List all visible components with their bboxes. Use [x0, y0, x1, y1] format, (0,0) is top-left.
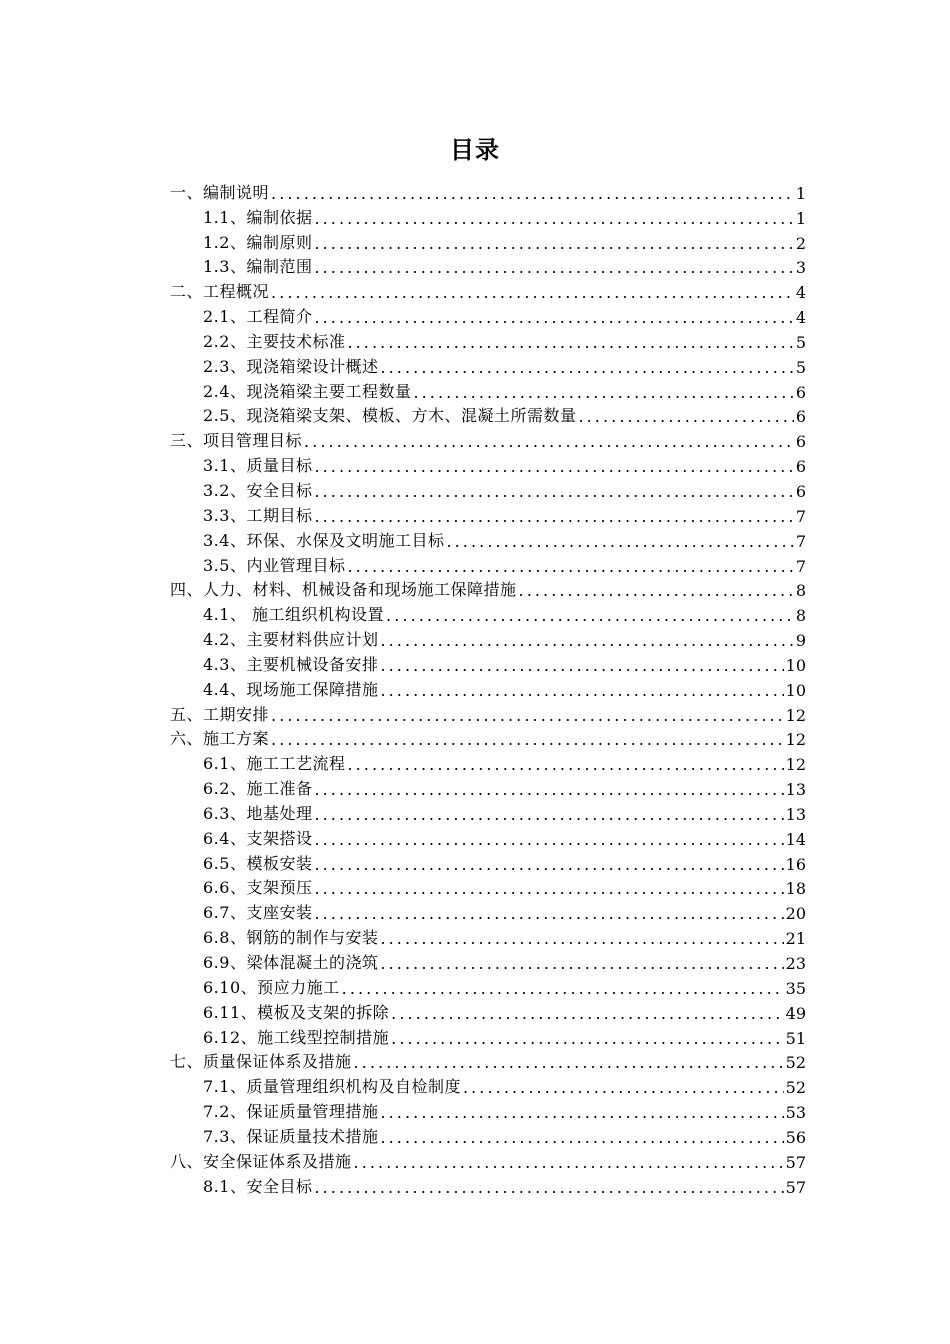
toc-entry-page-number: 9	[795, 631, 806, 651]
toc-dot-leader	[314, 905, 783, 923]
toc-dot-leader	[380, 682, 783, 700]
toc-entry[interactable]	[170, 600, 806, 625]
toc-entry-label: 2.3、现浇箱梁设计概述	[203, 356, 379, 376]
toc-entry-page-number: 12	[785, 755, 806, 775]
toc-entry-label: 七、质量保证体系及措施	[170, 1052, 352, 1072]
toc-entry-label: 4.1、 施工组织机构设置	[203, 605, 385, 625]
toc-entry[interactable]	[170, 898, 806, 923]
toc-dot-leader	[380, 930, 783, 948]
toc-entry-page-number: 57	[785, 1177, 806, 1197]
toc-entry-page-number: 10	[785, 655, 806, 675]
toc-entry[interactable]	[170, 625, 806, 650]
toc-entry-page-number: 8	[795, 581, 806, 601]
toc-entry-page-number: 6	[795, 382, 806, 402]
toc-entry-label: 四、人力、材料、机械设备和现场施工保障措施	[170, 580, 517, 600]
toc-dot-leader	[391, 1005, 784, 1023]
toc-entry-label: 7.3、保证质量技术措施	[203, 1126, 379, 1146]
toc-dot-leader	[342, 980, 784, 998]
toc-entry[interactable]	[170, 501, 806, 526]
toc-dot-leader	[347, 558, 793, 576]
toc-entry-label: 6.8、钢筋的制作与安装	[203, 928, 379, 948]
toc-dot-leader	[347, 756, 783, 774]
toc-entry-page-number: 53	[785, 1103, 806, 1123]
toc-entry-label: 6.4、支架搭设	[203, 828, 313, 848]
toc-entry-label: 4.4、现场施工保障措施	[203, 679, 379, 699]
toc-entry-page-number: 13	[785, 780, 806, 800]
toc-dot-leader	[314, 483, 793, 501]
toc-entry-label: 7.1、质量管理组织机构及自检制度	[203, 1077, 461, 1097]
toc-entry-label: 三、项目管理目标	[170, 431, 303, 451]
toc-entry-page-number: 6	[795, 481, 806, 501]
toc-entry[interactable]	[170, 426, 806, 451]
toc-dot-leader	[271, 707, 784, 725]
toc-entry[interactable]	[170, 476, 806, 501]
toc-entry-label: 4.2、主要材料供应计划	[203, 630, 379, 650]
toc-entry-label: 6.2、施工准备	[203, 779, 313, 799]
toc-entry-label: 6.11、模板及支架的拆除	[203, 1002, 390, 1022]
toc-entry-page-number: 4	[795, 283, 806, 303]
toc-entry-label: 1.3、编制范围	[203, 257, 313, 277]
toc-entry-label: 1.2、编制原则	[203, 232, 313, 252]
toc-entry[interactable]	[170, 1122, 806, 1147]
toc-entry-page-number: 7	[795, 531, 806, 551]
toc-entry-page-number: 57	[785, 1152, 806, 1172]
toc-entry-page-number: 7	[795, 556, 806, 576]
toc-dot-leader	[413, 384, 793, 402]
toc-entry-page-number: 1	[795, 183, 806, 203]
toc-entry-label: 一、编制说明	[170, 182, 270, 202]
toc-entry[interactable]	[170, 402, 806, 427]
toc-entry-page-number: 6	[795, 407, 806, 427]
toc-dot-leader	[354, 1054, 784, 1072]
toc-dot-leader	[314, 781, 783, 799]
toc-entry[interactable]	[170, 799, 806, 824]
toc-entry[interactable]	[170, 1172, 806, 1197]
toc-entry-page-number: 14	[785, 829, 806, 849]
toc-entry-label: 六、施工方案	[170, 729, 270, 749]
toc-entry-page-number: 23	[785, 954, 806, 973]
toc-entry[interactable]	[170, 178, 806, 203]
toc-dot-leader	[578, 408, 793, 426]
toc-entry[interactable]	[170, 1048, 806, 1073]
toc-entry-page-number: 10	[785, 680, 806, 700]
toc-dot-leader	[304, 433, 794, 451]
toc-entry-label: 6.9、梁体混凝土的浇筑	[203, 953, 379, 972]
toc-entry-label: 3.3、工期目标	[203, 505, 313, 525]
toc-entry-page-number: 5	[795, 332, 806, 352]
toc-entry[interactable]	[170, 551, 806, 576]
toc-dot-leader	[446, 533, 793, 551]
toc-entry-page-number: 3	[795, 258, 806, 278]
toc-entry-page-number: 12	[785, 730, 806, 750]
toc-entry[interactable]	[170, 774, 806, 799]
toc-entry-page-number: 6	[795, 432, 806, 452]
toc-entry[interactable]	[170, 998, 806, 1023]
toc-entry[interactable]	[170, 923, 806, 948]
toc-dot-leader	[354, 1154, 784, 1172]
toc-entry-page-number: 20	[785, 904, 806, 924]
toc-dot-leader	[314, 458, 793, 476]
toc-dot-leader	[314, 880, 783, 898]
toc-entry[interactable]	[170, 327, 806, 352]
toc-entry-label: 6.5、模板安装	[203, 853, 313, 873]
toc-entry[interactable]	[170, 1023, 806, 1048]
toc-entry-label: 2.1、工程简介	[203, 307, 313, 327]
toc-entry-page-number: 49	[785, 1003, 806, 1023]
toc-entry[interactable]	[170, 650, 806, 675]
toc-dot-leader	[519, 582, 794, 600]
toc-entry-page-number: 7	[795, 506, 806, 526]
toc-entry-page-number: 8	[795, 606, 806, 626]
toc-entry-label: 6.3、地基处理	[203, 803, 313, 823]
toc-entry-page-number: 16	[785, 854, 806, 874]
toc-dot-leader	[314, 235, 793, 253]
toc-entry[interactable]	[170, 302, 806, 327]
toc-entry[interactable]	[170, 824, 806, 849]
toc-entry[interactable]	[170, 1072, 806, 1097]
page-title: 目录	[450, 136, 500, 164]
toc-entry-label: 3.5、内业管理目标	[203, 555, 346, 575]
toc-entry[interactable]	[170, 700, 806, 725]
toc-entry-label: 八、安全保证体系及措施	[170, 1151, 352, 1171]
toc-entry[interactable]	[170, 973, 806, 998]
toc-entry[interactable]	[170, 874, 806, 899]
toc-dot-leader	[314, 309, 793, 327]
toc-entry[interactable]	[170, 526, 806, 551]
toc-dot-leader	[314, 856, 783, 874]
toc-entry[interactable]	[170, 675, 806, 700]
toc-dot-leader	[314, 831, 783, 849]
toc-entry-label: 2.2、主要技术标准	[203, 331, 346, 351]
toc-entry-label: 五、工期安排	[170, 704, 270, 724]
toc-dot-leader	[314, 806, 783, 824]
toc-entry[interactable]	[170, 1097, 806, 1122]
toc-dot-leader	[314, 1179, 783, 1197]
toc-entry-page-number: 51	[785, 1028, 806, 1048]
toc-dot-leader	[463, 1079, 784, 1097]
toc-dot-leader	[314, 210, 793, 228]
table-of-contents	[170, 178, 806, 1197]
toc-entry[interactable]	[170, 576, 806, 601]
toc-entry-label: 7.2、保证质量管理措施	[203, 1102, 379, 1122]
toc-entry-label: 1.1、编制依据	[203, 207, 313, 227]
toc-dot-leader	[380, 359, 793, 377]
toc-dot-leader	[380, 632, 793, 650]
toc-entry-label: 2.4、现浇箱梁主要工程数量	[203, 381, 412, 401]
toc-entry[interactable]	[170, 948, 806, 973]
toc-dot-leader	[380, 1104, 783, 1122]
toc-entry-label: 6.1、施工工艺流程	[203, 754, 346, 774]
toc-entry-page-number: 52	[785, 1053, 806, 1073]
toc-dot-leader	[380, 657, 783, 675]
toc-entry-page-number: 13	[785, 804, 806, 824]
toc-entry[interactable]	[170, 849, 806, 874]
toc-entry[interactable]	[170, 203, 806, 228]
toc-entry-page-number: 5	[795, 357, 806, 377]
toc-entry-page-number: 4	[795, 308, 806, 328]
toc-entry-label: 4.3、主要机械设备安排	[203, 654, 379, 674]
toc-entry-page-number: 56	[785, 1127, 806, 1147]
toc-entry-page-number: 21	[785, 929, 806, 949]
toc-dot-leader	[347, 334, 793, 352]
toc-entry-label: 二、工程概况	[170, 282, 270, 302]
toc-dot-leader	[386, 607, 794, 625]
toc-dot-leader	[314, 508, 793, 526]
toc-entry-label: 3.2、安全目标	[203, 480, 313, 500]
toc-entry-page-number: 18	[785, 879, 806, 899]
toc-entry-label: 6.6、支架预压	[203, 878, 313, 898]
toc-dot-leader	[271, 284, 794, 302]
toc-entry-label: 6.10、预应力施工	[203, 977, 340, 997]
toc-entry-label: 3.4、环保、水保及文明施工目标	[203, 530, 445, 550]
toc-entry-label: 6.12、施工线型控制措施	[203, 1027, 390, 1047]
toc-entry-label: 8.1、安全目标	[203, 1176, 313, 1196]
toc-entry-page-number: 35	[785, 978, 806, 998]
toc-entry[interactable]	[170, 1147, 806, 1172]
toc-entry-page-number: 52	[785, 1078, 806, 1098]
toc-entry-label: 2.5、现浇箱梁支架、模板、方木、混凝土所需数量	[203, 406, 577, 426]
toc-entry-label: 3.1、质量目标	[203, 456, 313, 476]
toc-dot-leader	[391, 1030, 784, 1048]
toc-entry-page-number: 6	[795, 457, 806, 477]
toc-entry[interactable]	[170, 377, 806, 402]
toc-entry[interactable]	[170, 277, 806, 302]
toc-entry[interactable]	[170, 451, 806, 476]
toc-dot-leader	[271, 731, 784, 749]
toc-entry[interactable]	[170, 725, 806, 750]
toc-entry[interactable]	[170, 352, 806, 377]
toc-entry[interactable]	[170, 749, 806, 774]
toc-dot-leader	[271, 185, 794, 203]
toc-dot-leader	[314, 259, 793, 277]
toc-entry[interactable]	[170, 228, 806, 253]
toc-dot-leader	[380, 955, 783, 973]
toc-dot-leader	[380, 1129, 783, 1147]
toc-entry-label: 6.7、支座安装	[203, 903, 313, 923]
toc-entry[interactable]	[170, 253, 806, 278]
toc-entry-page-number: 12	[785, 705, 806, 725]
toc-entry-page-number: 1	[795, 208, 806, 228]
toc-entry-page-number: 2	[795, 233, 806, 253]
